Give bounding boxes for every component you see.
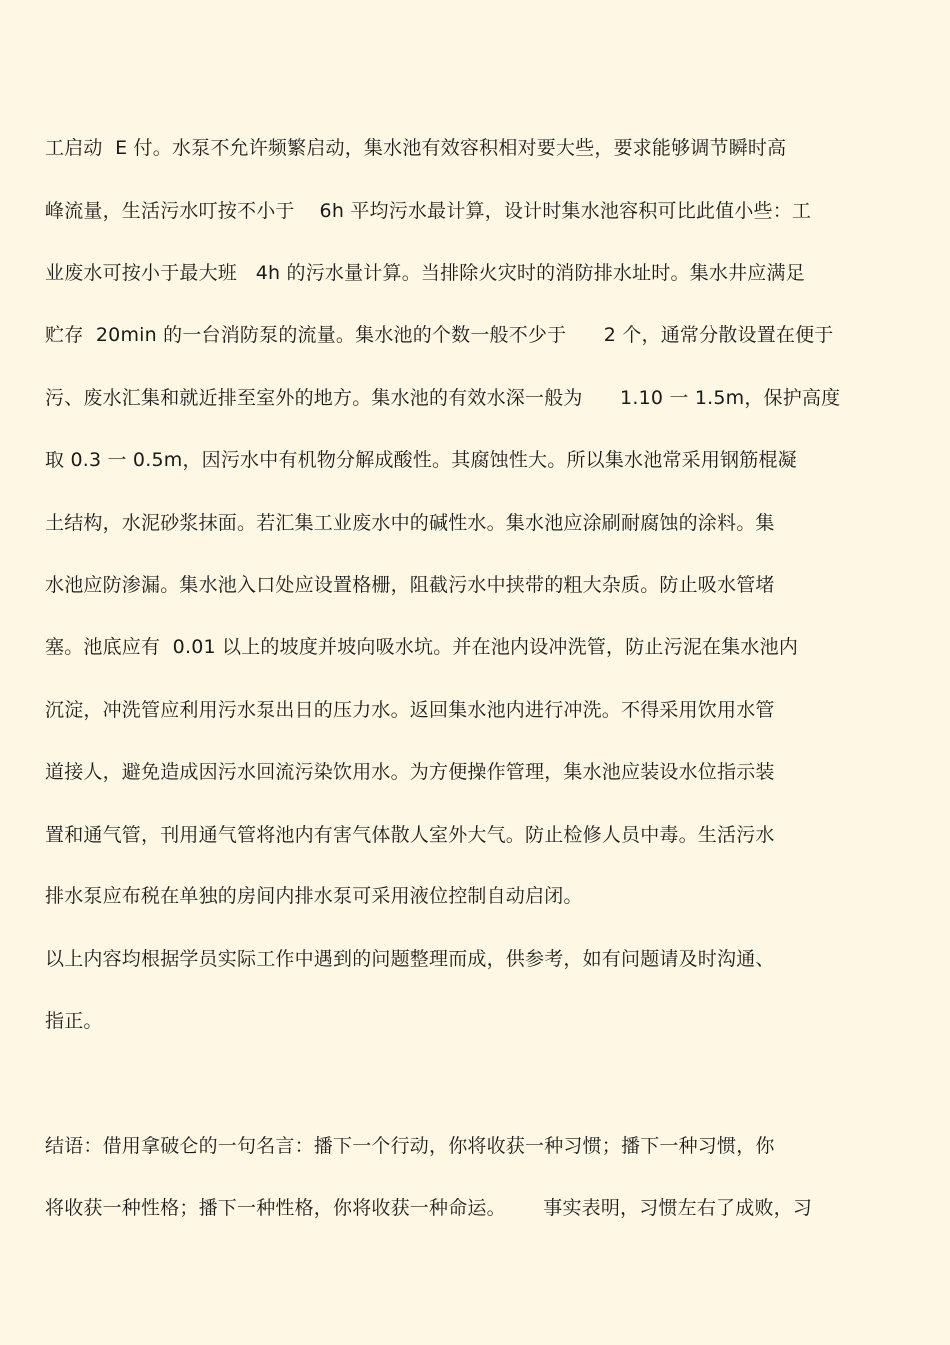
body-line-9: 塞。池底应有 0.01 以上的坡度并坡向吸水坑。并在池内设冲洗管，防止污泥在集水池内 (45, 636, 799, 658)
note-line-2: 指正。 (45, 1010, 103, 1032)
body-line-10: 沉淀，冲洗管应利用污水泵出日的压力水。返回集水池内进行冲洗。不得采用饮用水管 (45, 699, 775, 721)
body-line-11: 道接人，避免造成因污水回流污染饮用水。为方便操作管理，集水池应装设水位指示装 (45, 761, 775, 783)
body-line-2: 峰流量，生活污水叮按不小于 6h 平均污水最计算，设计时集水池容积可比此值小些：工 (45, 200, 812, 222)
body-line-12: 置和通气管，刊用通气管将池内有害气体散人室外大气。防止检修人员中毒。生活污水 (45, 824, 775, 846)
body-line-3: 业废水可按小于最大班 4h 的污水量计算。当排除火灾时的消防排水址时。集水井应满足 (45, 262, 805, 284)
body-line-4: 贮存 20min 的一台消防泵的流量。集水池的个数一般不少于 2 个，通常分散设置在便于 (45, 324, 834, 346)
closing-line-2: 将收获一种性格；播下一种性格，你将收获一种命运。 事实表明，习惯左右了成败，习 (45, 1197, 813, 1219)
body-line-5: 污、废水汇集和就近排至室外的地方。集水池的有效水深一般为 1.10 一 1.5m，保护高度 (45, 387, 841, 409)
body-line-1: 工启动 E 付。水泵不允许频繁启动，集水池有效容积相对要大些，要求能够调节瞬时高 (45, 137, 787, 159)
body-line-13: 排水泵应布税在单独的房间内排水泵可采用液位控制自动启闭。 (45, 885, 583, 907)
body-line-8: 水池应防渗漏。集水池入口处应设置格栅，阻截污水中挟带的粗大杂质。防止吸水管堵 (45, 574, 775, 596)
note-line-1: 以上内容均根据学员实际工作中遇到的问题整理而成，供参考，如有问题请及时沟通、 (45, 948, 775, 970)
body-line-6: 取 0.3 一 0.5m，因污水中有机物分解成酸性。其腐蚀性大。所以集水池常采用钢筋棍凝 (45, 449, 797, 471)
body-line-7: 土结构，水泥砂浆抹面。若汇集工业废水中的碱性水。集水池应涂刷耐腐蚀的涂料。集 (45, 512, 775, 534)
closing-line-1: 结语：借用拿破仑的一句名言：播下一个行动，你将收获一种习惯；播下一种习惯，你 (45, 1135, 775, 1157)
